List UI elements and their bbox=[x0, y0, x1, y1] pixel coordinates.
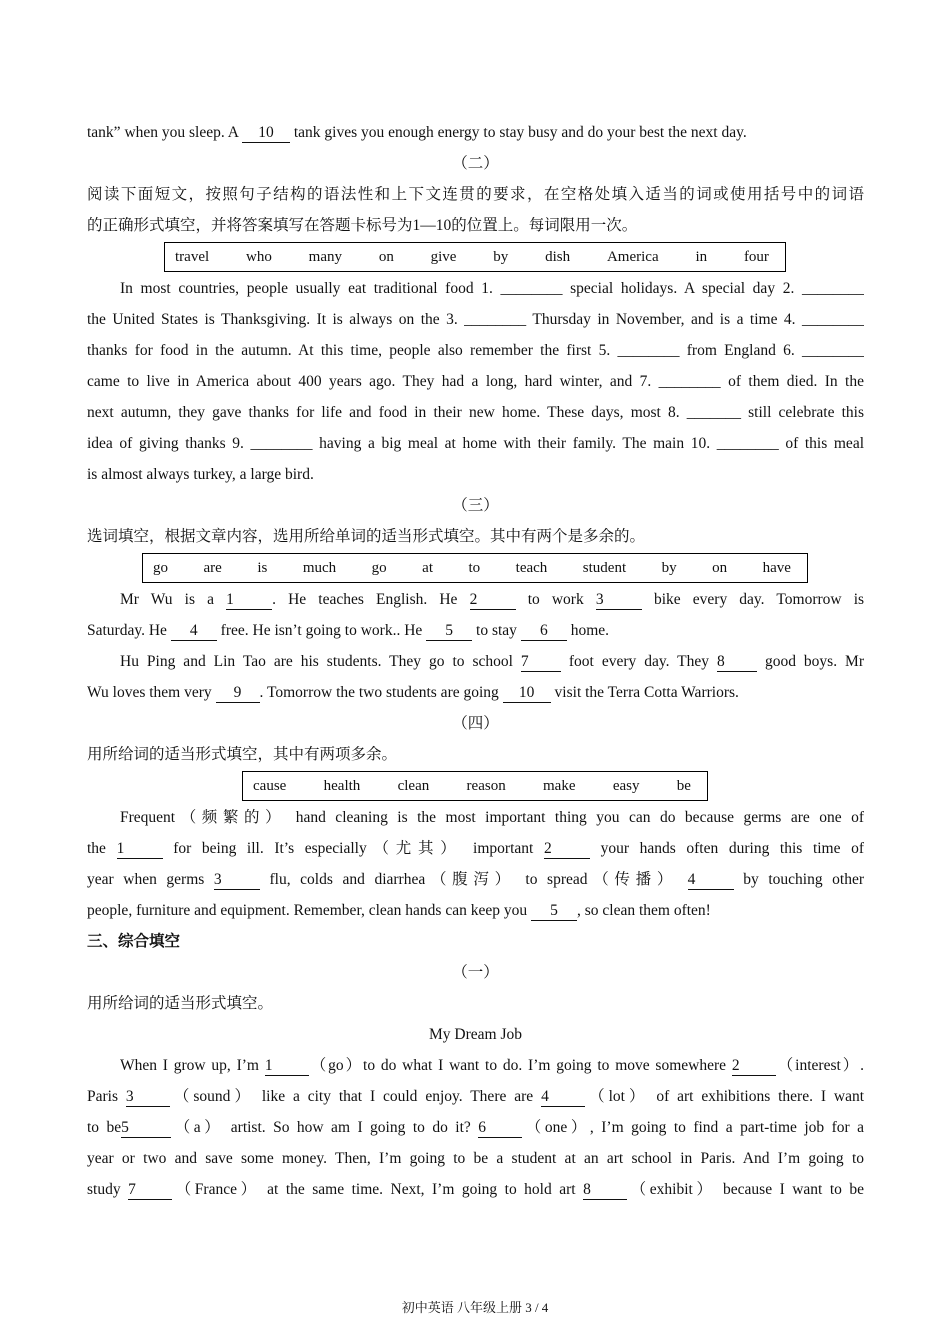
word-bank-item: on bbox=[378, 248, 394, 265]
passage-line: Frequent（频繁的） hand cleaning is the most important thing you can do because germs are one of bbox=[120, 809, 864, 826]
passage-line: idea of giving thanks 9. ________ having a big meal at home with their family. The main 10. ________ of this meal bbox=[87, 435, 864, 452]
answer-blank[interactable]: 6 bbox=[478, 1119, 522, 1138]
answer-blank[interactable]: 7 bbox=[128, 1181, 172, 1200]
page-footer: 初中英语 八年级上册 3 / 4 bbox=[401, 1300, 549, 1315]
passage-line: people, furniture and equipment. Remember, clean hands can keep you 5 , so clean them often! bbox=[87, 902, 711, 919]
word-bank-item: many bbox=[308, 248, 342, 265]
word-bank-item: teach bbox=[515, 559, 548, 576]
answer-blank[interactable]: 6 bbox=[521, 622, 567, 641]
passage-line: In most countries, people usually eat traditional food 1. ________ special holidays. A special day 2. ________ bbox=[120, 280, 864, 297]
word-bank-item: clean bbox=[397, 777, 430, 794]
passage-line: Mr Wu is a 1 . He teaches English. He 2 to work 3 bike every day. Tomorrow is bbox=[120, 591, 864, 608]
instruction-text: 的正确形式填空，并将答案填写在答题卡标号为1—10的位置上。每词限用一次。 bbox=[87, 217, 638, 234]
word-bank-item: make bbox=[543, 777, 576, 794]
passage-line: the United States is Thanksgiving. It is always on the 3. ________ Thursday in November, and is a time 4. ________ bbox=[87, 311, 864, 328]
word-bank-item: is bbox=[257, 559, 268, 576]
answer-blank[interactable]: 4 bbox=[171, 622, 217, 641]
answer-blank[interactable]: 5 bbox=[121, 1119, 171, 1138]
answer-blank[interactable]: 4 bbox=[541, 1088, 585, 1107]
word-bank-item: go bbox=[153, 559, 168, 576]
instruction-text: 用所给词的适当形式填空，其中有两项多余。 bbox=[87, 746, 398, 763]
answer-blank[interactable]: 8 bbox=[717, 653, 757, 672]
document-page bbox=[87, 117, 864, 1205]
word-bank-item: are bbox=[203, 559, 222, 576]
word-bank-item: student bbox=[582, 559, 627, 576]
section-heading: （二） bbox=[452, 155, 499, 172]
passage-line: the 1 for being ill. It’s especially（尤其） important 2 your hands often during this time of bbox=[87, 840, 864, 857]
instruction-text: 选词填空，根据文章内容，选用所给单词的适当形式填空。其中有两个是多余的。 bbox=[87, 528, 646, 545]
word-bank bbox=[142, 553, 808, 583]
passage-line: next autumn, they gave thanks for life and food in their new home. These days, most 8. _______ still celebrate this bbox=[87, 404, 864, 421]
passage-line: year when germs 3 flu, colds and diarrhea（腹泻） to spread（传播） 4 by touching other bbox=[87, 871, 864, 888]
answer-blank[interactable]: 5 bbox=[426, 622, 472, 641]
passage-line: When I grow up, I’m 1 （go）to do what I want to do. I’m going to move somewhere 2 （interest）. bbox=[120, 1057, 864, 1074]
word-bank-item: by bbox=[661, 559, 677, 576]
word-bank-item: much bbox=[302, 559, 337, 576]
word-bank-item: by bbox=[493, 248, 509, 265]
answer-blank[interactable]: 7 bbox=[521, 653, 561, 672]
section-heading: （一） bbox=[452, 964, 499, 981]
section-title: 三、综合填空 bbox=[87, 933, 181, 950]
answer-blank[interactable]: 5 bbox=[531, 902, 577, 921]
answer-blank[interactable]: 10 bbox=[503, 684, 551, 703]
word-bank-item: four bbox=[743, 248, 769, 265]
word-bank-item: dish bbox=[545, 248, 571, 265]
passage-title: My Dream Job bbox=[429, 1026, 522, 1043]
passage-line: came to live in America about 400 years ago. They had a long, hard winter, and 7. ________ of them died. In the bbox=[87, 373, 864, 390]
passage-line: to be5 （a） artist. So how am I going to do it? 6 （one）, I’m going to find a part-time job for a bbox=[87, 1119, 864, 1136]
instruction-text: 阅读下面短文，按照句子结构的语法性和上下文连贯的要求，在空格处填入适当的词或使用括号中的词语 bbox=[87, 186, 864, 203]
answer-blank[interactable]: 8 bbox=[583, 1181, 627, 1200]
answer-blank[interactable]: 3 bbox=[596, 591, 642, 610]
answer-blank[interactable]: 2 bbox=[470, 591, 516, 610]
word-bank-item: at bbox=[422, 559, 433, 576]
passage-line: year or two and save some money. Then, I’m going to be a student at an art school in Paris. And I’m going to bbox=[87, 1150, 864, 1167]
word-bank-item: be bbox=[676, 777, 691, 794]
answer-blank[interactable]: 10 bbox=[242, 124, 290, 143]
word-bank-item: America bbox=[606, 248, 659, 265]
section-heading: （四） bbox=[452, 715, 499, 732]
word-bank-item: in bbox=[695, 248, 708, 265]
answer-blank[interactable]: 2 bbox=[544, 840, 590, 859]
passage-line: thanks for food in the autumn. At this time, people also remember the first 5. ________ from England 6. ________ bbox=[87, 342, 864, 359]
answer-blank[interactable]: 9 bbox=[216, 684, 260, 703]
word-bank-item: to bbox=[468, 559, 481, 576]
word-bank-item: cause bbox=[253, 777, 287, 794]
word-bank-item: give bbox=[430, 248, 457, 265]
word-bank-item: go bbox=[371, 559, 387, 576]
answer-blank[interactable]: 1 bbox=[117, 840, 163, 859]
word-bank bbox=[242, 771, 708, 801]
instruction-text: 用所给词的适当形式填空。 bbox=[87, 995, 274, 1012]
answer-blank[interactable]: 3 bbox=[126, 1088, 170, 1107]
passage-line: study 7 （France） at the same time. Next, I’m going to hold art 8 （exhibit） because I want to be bbox=[87, 1181, 864, 1198]
passage-line: is almost always turkey, a large bird. bbox=[87, 466, 314, 483]
section-heading: （三） bbox=[452, 497, 499, 514]
passage-line: tank” when you sleep. A 10 tank gives you enough energy to stay busy and do your best the next day. bbox=[87, 124, 747, 141]
word-bank-item: on bbox=[712, 559, 728, 576]
answer-blank[interactable]: 4 bbox=[688, 871, 734, 890]
passage-line: Hu Ping and Lin Tao are his students. They go to school 7 foot every day. They 8 good boys. Mr bbox=[120, 653, 864, 670]
word-bank-item: easy bbox=[612, 777, 640, 794]
passage-line: Wu loves them very 9 . Tomorrow the two students are going 10 visit the Terra Cotta Warriors. bbox=[87, 684, 739, 701]
answer-blank[interactable]: 1 bbox=[226, 591, 272, 610]
word-bank-item: have bbox=[762, 559, 791, 576]
word-bank-item: reason bbox=[466, 777, 506, 794]
word-bank-item: who bbox=[245, 248, 272, 265]
word-bank-item: health bbox=[323, 777, 361, 794]
passage-line: Paris 3 （sound） like a city that I could enjoy. There are 4 （lot） of art exhibitions there. I want bbox=[87, 1088, 864, 1105]
passage-line: Saturday. He 4 free. He isn’t going to work.. He 5 to stay 6 home. bbox=[87, 622, 609, 639]
answer-blank[interactable]: 1 bbox=[265, 1057, 309, 1076]
word-bank bbox=[164, 242, 786, 272]
answer-blank[interactable]: 2 bbox=[732, 1057, 776, 1076]
word-bank-item: travel bbox=[175, 248, 210, 265]
answer-blank[interactable]: 3 bbox=[214, 871, 260, 890]
